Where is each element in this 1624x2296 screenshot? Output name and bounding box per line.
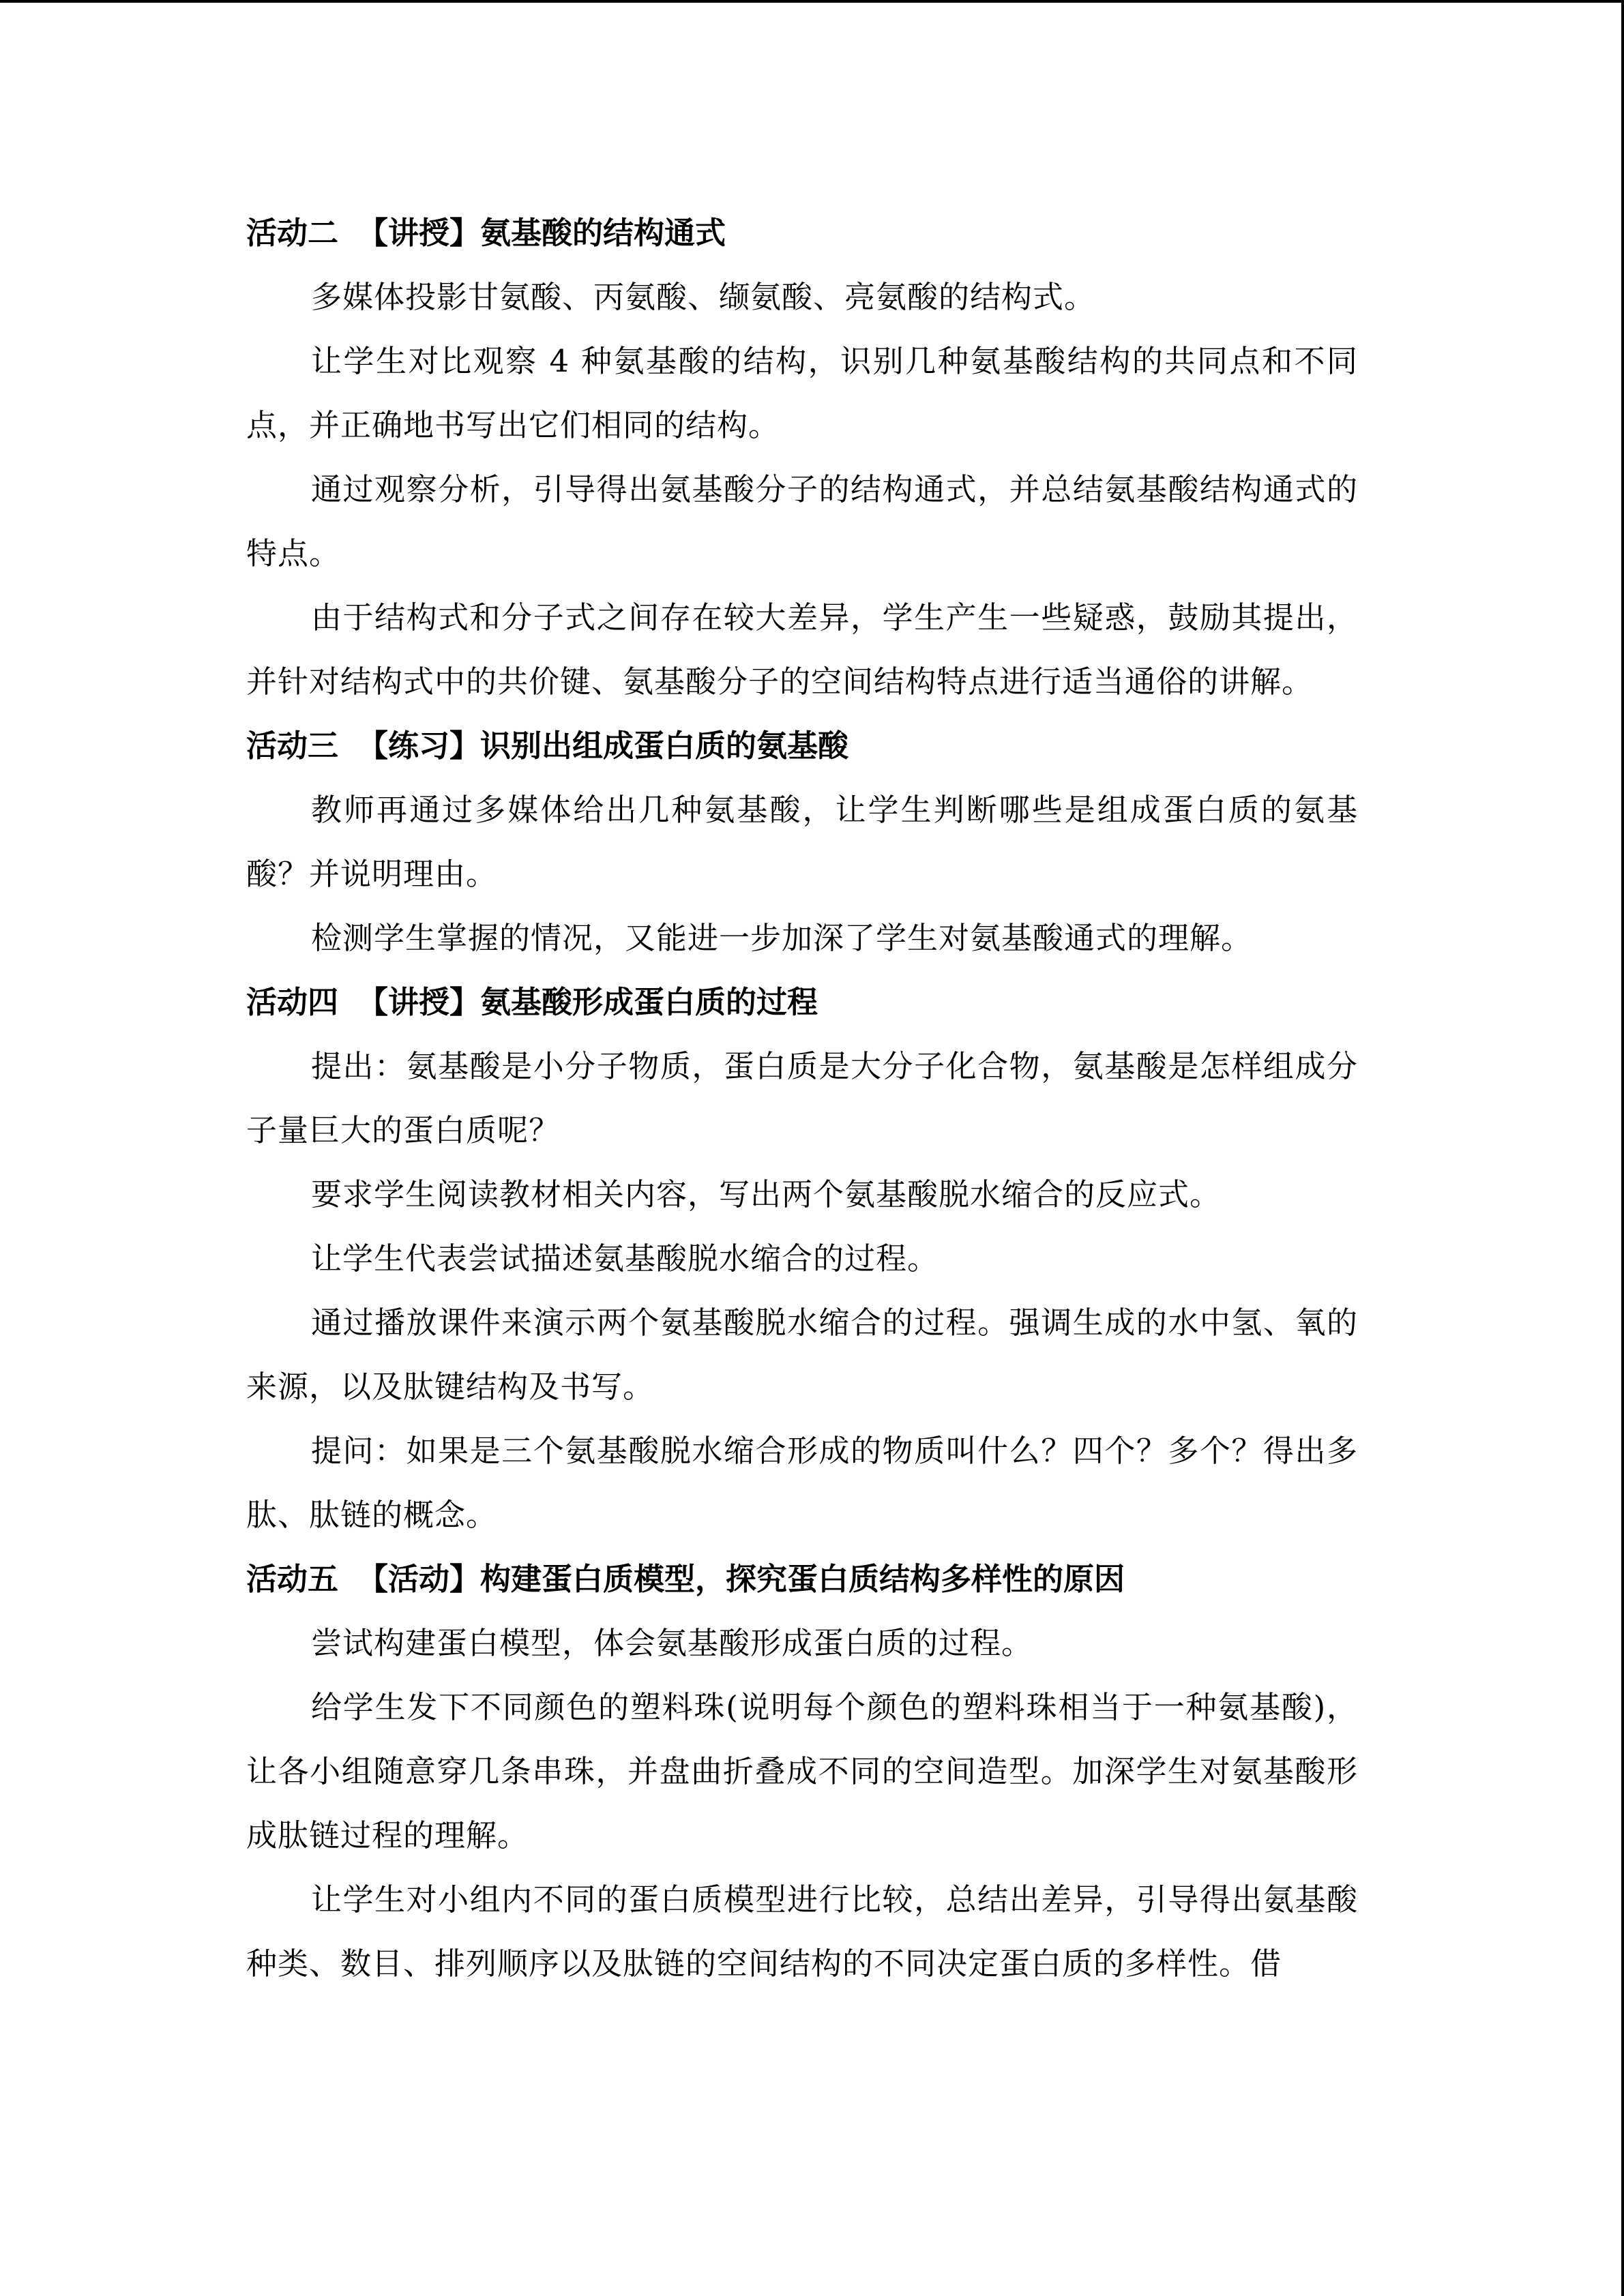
- section-title: 【练习】识别出组成蛋白质的氨基酸: [357, 728, 849, 764]
- paragraph: 提问：如果是三个氨基酸脱水缩合形成的物质叫什么？四个？多个？得出多肽、肽链的概念。: [246, 1433, 1358, 1533]
- paragraph: 尝试构建蛋白模型，体会氨基酸形成蛋白质的过程。: [311, 1625, 1033, 1661]
- paragraph: 通过播放课件来演示两个氨基酸脱水缩合的过程。强调生成的水中氢、氧的来源，以及肽键结构及书写。: [246, 1304, 1358, 1405]
- section-label: 活动五: [246, 1561, 339, 1597]
- paragraph: 通过观察分析，引导得出氨基酸分子的结构通式，并总结氨基酸结构通式的特点。: [246, 471, 1358, 571]
- section-title: 【讲授】氨基酸的结构通式: [357, 215, 726, 251]
- section-heading: [246, 201, 1358, 265]
- section-heading: [246, 970, 1358, 1034]
- paragraph: 给学生发下不同颜色的塑料珠(说明每个颜色的塑料珠相当于一种氨基酸)，让各小组随意穿几条串珠，并盘曲折叠成不同的空间造型。加深学生对氨基酸形成肽链过程的理解。: [246, 1689, 1358, 1853]
- section-heading: [246, 714, 1358, 778]
- document-body: [246, 201, 1358, 1996]
- section-heading: [246, 1547, 1358, 1611]
- paragraph: 让学生对比观察 4 种氨基酸的结构，识别几种氨基酸结构的共同点和不同点，并正确地书写出它们相同的结构。: [246, 343, 1358, 443]
- paragraph: 多媒体投影甘氨酸、丙氨酸、缬氨酸、亮氨酸的结构式。: [311, 279, 1096, 315]
- paragraph: 要求学生阅读教材相关内容，写出两个氨基酸脱水缩合的反应式。: [311, 1176, 1222, 1212]
- section-label: 活动三: [246, 728, 339, 764]
- section-title: 【讲授】氨基酸形成蛋白质的过程: [357, 984, 818, 1020]
- section-label: 活动四: [246, 984, 339, 1020]
- page-top-border: [0, 0, 1624, 3]
- paragraph: 让学生代表尝试描述氨基酸脱水缩合的过程。: [311, 1240, 939, 1277]
- section-title: 【活动】构建蛋白质模型，探究蛋白质结构多样性的原因: [357, 1561, 1125, 1597]
- paragraph: 提出：氨基酸是小分子物质，蛋白质是大分子化合物，氨基酸是怎样组成分子量巨大的蛋白质呢？: [246, 1048, 1358, 1148]
- section-label: 活动二: [246, 215, 339, 251]
- paragraph: 检测学生掌握的情况，又能进一步加深了学生对氨基酸通式的理解。: [311, 920, 1253, 956]
- paragraph: 由于结构式和分子式之间存在较大差异，学生产生一些疑惑，鼓励其提出，并针对结构式中的共价键、氨基酸分子的空间结构特点进行适当通俗的讲解。: [246, 599, 1358, 700]
- paragraph: 让学生对小组内不同的蛋白质模型进行比较，总结出差异，引导得出氨基酸种类、数目、排列顺序以及肽链的空间结构的不同决定蛋白质的多样性。借: [246, 1881, 1358, 1982]
- page-right-border: [1621, 0, 1624, 2296]
- paragraph: 教师再通过多媒体给出几种氨基酸，让学生判断哪些是组成蛋白质的氨基酸？并说明理由。: [246, 792, 1358, 892]
